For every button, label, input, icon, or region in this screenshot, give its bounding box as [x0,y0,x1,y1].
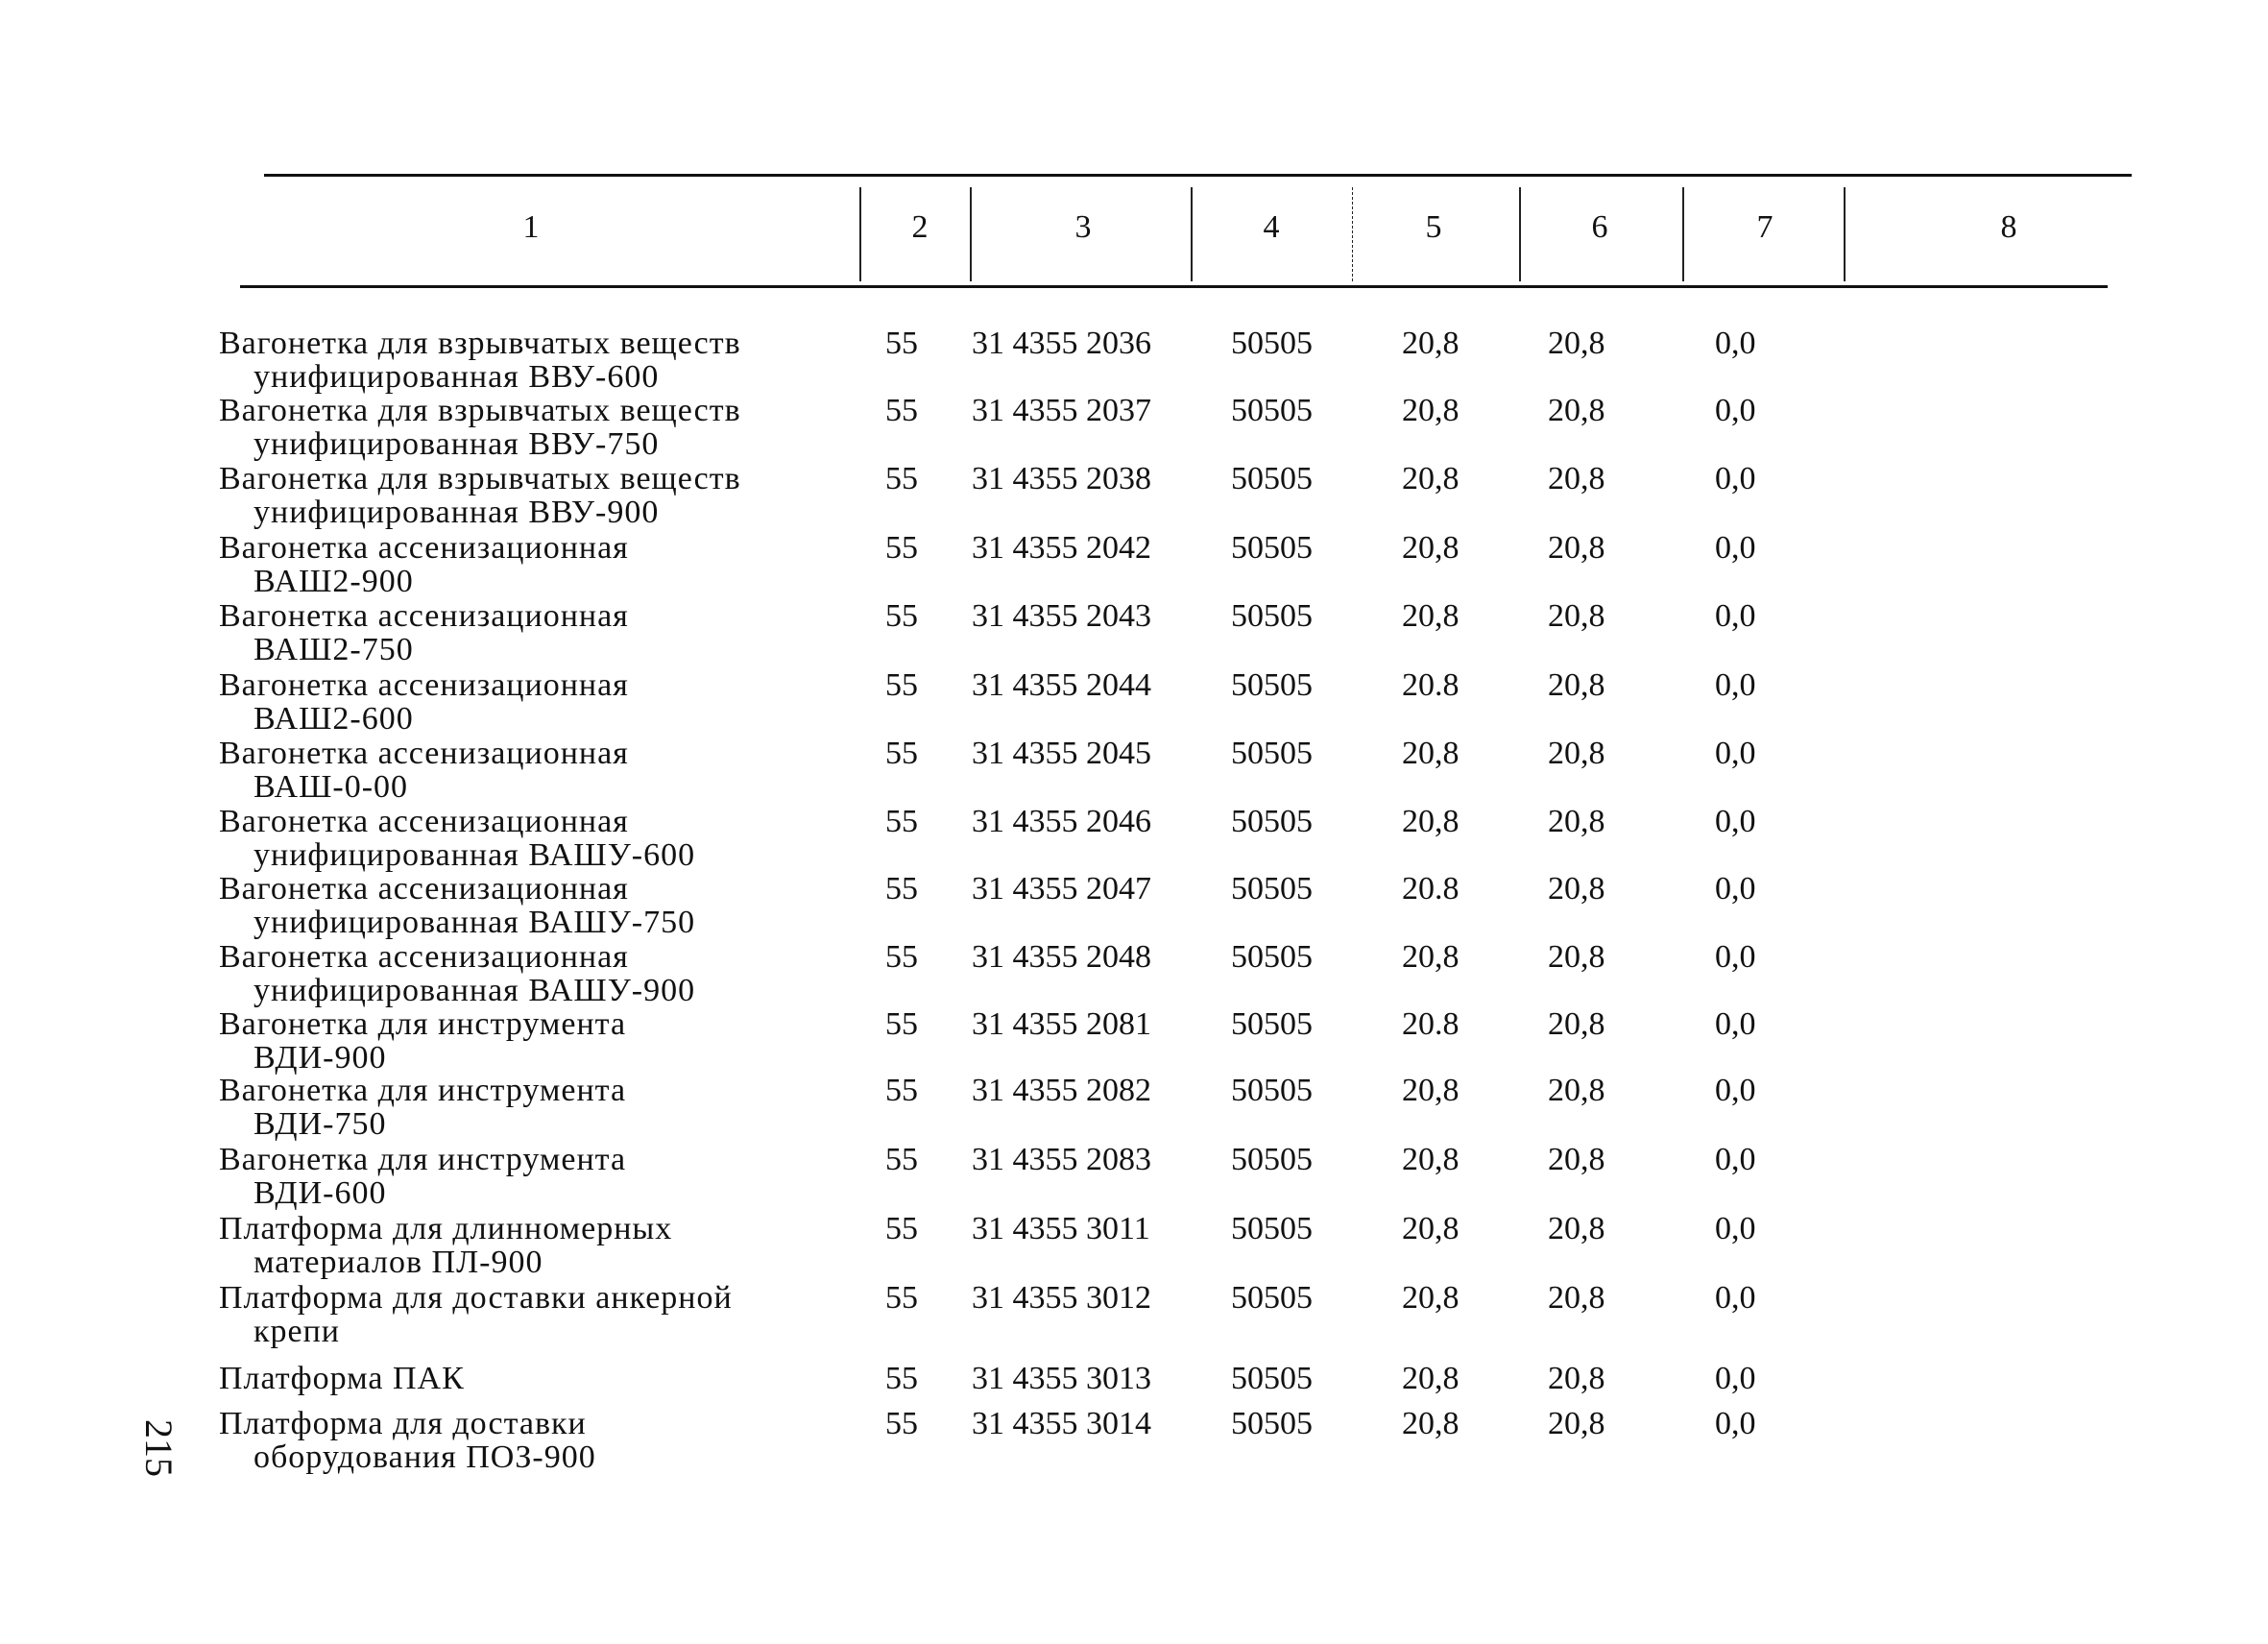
item-name-line-2: ВАШ-0-00 [253,769,409,805]
item-name [219,872,843,939]
cell-c3: 31 4355 2081 [972,1006,1151,1042]
cell-c4: 50505 [1231,804,1313,839]
cell-c5: 20,8 [1402,1406,1460,1441]
item-name-line-2: унифицированная ВВУ-750 [253,426,660,462]
column-header-1: 1 [522,209,540,245]
cell-c7: 0,0 [1715,326,1756,361]
cell-c3: 31 4355 2038 [972,461,1151,496]
table-row [0,1407,2268,1474]
table-row [0,1074,2268,1141]
table-row [0,940,2268,1007]
table-row [0,1281,2268,1348]
cell-c2: 55 [885,736,918,771]
cell-c6: 20,8 [1548,804,1605,839]
item-name-line-1: Вагонетка для инструмента [219,1142,627,1177]
cell-c2: 55 [885,871,918,907]
page-number: 215 [137,1419,181,1477]
cell-c3: 31 4355 2037 [972,393,1151,428]
cell-c6: 20,8 [1548,667,1605,703]
cell-c6: 20,8 [1548,326,1605,361]
cell-c4: 50505 [1231,530,1313,566]
item-name-line-1: Вагонетка для взрывчатых веществ [219,461,741,496]
table-row [0,531,2268,598]
item-name-line-1: Вагонетка для взрывчатых веществ [219,393,741,428]
table-row [0,599,2268,666]
cell-c4: 50505 [1231,1211,1313,1246]
cell-c6: 20,8 [1548,871,1605,907]
cell-c3: 31 4355 2044 [972,667,1151,703]
item-name [219,1007,843,1075]
item-name-line-2: унифицированная ВВУ-600 [253,359,660,395]
cell-c7: 0,0 [1715,1142,1756,1177]
item-name-line-1: Платформа для длинномерных [219,1211,673,1246]
column-header-8: 8 [2000,209,2017,245]
header-separator [859,187,861,281]
cell-c4: 50505 [1231,1361,1313,1396]
cell-c7: 0,0 [1715,667,1756,703]
item-name-line-2: материалов ПЛ-900 [253,1245,543,1280]
table-row [0,1007,2268,1075]
cell-c2: 55 [885,939,918,975]
cell-c3: 31 4355 2042 [972,530,1151,566]
cell-c2: 55 [885,804,918,839]
cell-c3: 31 4355 3012 [972,1280,1151,1316]
item-name [219,1143,843,1210]
cell-c7: 0,0 [1715,530,1756,566]
cell-c4: 50505 [1231,939,1313,975]
cell-c5: 20.8 [1402,1006,1460,1042]
cell-c6: 20,8 [1548,736,1605,771]
item-name [219,1212,843,1279]
cell-c7: 0,0 [1715,461,1756,496]
item-name [219,394,843,461]
cell-c5: 20,8 [1402,393,1460,428]
cell-c3: 31 4355 3014 [972,1406,1151,1441]
cell-c6: 20,8 [1548,1361,1605,1396]
cell-c5: 20,8 [1402,939,1460,975]
cell-c4: 50505 [1231,598,1313,634]
table-row [0,326,2268,394]
cell-c5: 20,8 [1402,1280,1460,1316]
cell-c4: 50505 [1231,871,1313,907]
cell-c6: 20,8 [1548,1142,1605,1177]
cell-c6: 20,8 [1548,1211,1605,1246]
cell-c7: 0,0 [1715,1211,1756,1246]
item-name-line-2: унифицированная ВВУ-900 [253,495,660,530]
item-name [219,668,843,736]
cell-c2: 55 [885,1211,918,1246]
item-name-line-2: унифицированная ВАШУ-900 [253,973,696,1008]
cell-c5: 20,8 [1402,736,1460,771]
cell-c5: 20,8 [1402,1073,1460,1108]
cell-c4: 50505 [1231,1006,1313,1042]
column-header-4: 4 [1263,209,1280,245]
item-name-line-1: Вагонетка ассенизационная [219,598,629,634]
item-name-line-1: Платформа для доставки [219,1406,587,1441]
cell-c5: 20,8 [1402,1361,1460,1396]
table-row [0,1143,2268,1210]
cell-c2: 55 [885,393,918,428]
cell-c6: 20,8 [1548,1006,1605,1042]
item-name [219,462,843,529]
cell-c7: 0,0 [1715,1361,1756,1396]
item-name-line-2: ВДИ-600 [253,1175,387,1211]
cell-c7: 0,0 [1715,393,1756,428]
cell-c3: 31 4355 2046 [972,804,1151,839]
cell-c6: 20,8 [1548,1073,1605,1108]
cell-c7: 0,0 [1715,939,1756,975]
column-header-3: 3 [1074,209,1092,245]
cell-c4: 50505 [1231,736,1313,771]
item-name-line-2: ВАШ2-750 [253,632,414,667]
item-name-line-1: Вагонетка ассенизационная [219,939,629,975]
cell-c4: 50505 [1231,1280,1313,1316]
cell-c2: 55 [885,1406,918,1441]
item-name-line-1: Вагонетка ассенизационная [219,804,629,839]
cell-c6: 20,8 [1548,1406,1605,1441]
table-row [0,394,2268,461]
header-separator [970,187,972,281]
item-name-line-2: унифицированная ВАШУ-600 [253,837,696,873]
cell-c3: 31 4355 3011 [972,1211,1150,1246]
cell-c6: 20,8 [1548,393,1605,428]
cell-c4: 50505 [1231,326,1313,361]
cell-c5: 20.8 [1402,667,1460,703]
cell-c7: 0,0 [1715,804,1756,839]
cell-c3: 31 4355 2043 [972,598,1151,634]
cell-c2: 55 [885,530,918,566]
item-name-line-1: Платформа для доставки анкерной [219,1280,733,1316]
item-name-line-2: крепи [253,1314,340,1349]
item-name-line-1: Вагонетка ассенизационная [219,667,629,703]
cell-c7: 0,0 [1715,1280,1756,1316]
cell-c3: 31 4355 2048 [972,939,1151,975]
cell-c4: 50505 [1231,1142,1313,1177]
item-name [219,326,843,394]
header-separator [1519,187,1521,281]
header-separator [1191,187,1193,281]
table-row [0,872,2268,939]
cell-c2: 55 [885,1361,918,1396]
cell-c7: 0,0 [1715,598,1756,634]
item-name-line-2: унифицированная ВАШУ-750 [253,905,696,940]
cell-c5: 20,8 [1402,804,1460,839]
item-name [219,1407,843,1474]
item-name-line-2: ВАШ2-600 [253,701,414,737]
cell-c6: 20,8 [1548,1280,1605,1316]
item-name-line-1: Вагонетка для инструмента [219,1006,627,1042]
column-header-7: 7 [1756,209,1773,245]
item-name [219,599,843,666]
cell-c4: 50505 [1231,393,1313,428]
cell-c2: 55 [885,667,918,703]
cell-c6: 20,8 [1548,530,1605,566]
header-separator [1352,187,1355,281]
cell-c6: 20,8 [1548,461,1605,496]
cell-c3: 31 4355 2045 [972,736,1151,771]
cell-c2: 55 [885,1142,918,1177]
item-name-line-1: Вагонетка для взрывчатых веществ [219,326,741,361]
item-name [219,1074,843,1141]
table-row [0,1212,2268,1279]
table-row [0,668,2268,736]
cell-c3: 31 4355 2047 [972,871,1151,907]
cell-c5: 20,8 [1402,530,1460,566]
item-name-line-1: Вагонетка ассенизационная [219,530,629,566]
cell-c5: 20,8 [1402,1211,1460,1246]
cell-c3: 31 4355 2082 [972,1073,1151,1108]
cell-c7: 0,0 [1715,1006,1756,1042]
cell-c2: 55 [885,1073,918,1108]
cell-c5: 20.8 [1402,871,1460,907]
cell-c6: 20,8 [1548,598,1605,634]
item-name [219,805,843,872]
cell-c5: 20,8 [1402,461,1460,496]
cell-c5: 20,8 [1402,1142,1460,1177]
item-name [219,1281,843,1348]
item-name-line-1: Вагонетка ассенизационная [219,871,629,907]
header-top-rule [264,174,2132,177]
cell-c7: 0,0 [1715,871,1756,907]
cell-c7: 0,0 [1715,1406,1756,1441]
item-name-line-2: ВДИ-900 [253,1040,387,1076]
cell-c3: 31 4355 3013 [972,1361,1151,1396]
cell-c2: 55 [885,1006,918,1042]
cell-c4: 50505 [1231,667,1313,703]
cell-c3: 31 4355 2036 [972,326,1151,361]
item-name [219,1362,843,1395]
item-name [219,531,843,598]
header-bottom-rule [240,285,2108,288]
cell-c2: 55 [885,1280,918,1316]
table-row [0,805,2268,872]
cell-c2: 55 [885,326,918,361]
cell-c5: 20,8 [1402,326,1460,361]
item-name [219,737,843,804]
cell-c2: 55 [885,598,918,634]
cell-c3: 31 4355 2083 [972,1142,1151,1177]
cell-c4: 50505 [1231,461,1313,496]
cell-c4: 50505 [1231,1073,1313,1108]
item-name-line-2: ВДИ-750 [253,1106,387,1142]
cell-c7: 0,0 [1715,736,1756,771]
item-name-line-2: ВАШ2-900 [253,564,414,599]
item-name-line-1: Вагонетка ассенизационная [219,736,629,771]
table-row [0,737,2268,804]
header-separator [1844,187,1846,281]
item-name-line-1: Вагонетка для инструмента [219,1073,627,1108]
cell-c4: 50505 [1231,1406,1313,1441]
cell-c7: 0,0 [1715,1073,1756,1108]
cell-c2: 55 [885,461,918,496]
table-row [0,462,2268,529]
column-header-2: 2 [911,209,929,245]
item-name [219,940,843,1007]
column-header-5: 5 [1425,209,1442,245]
header-separator [1682,187,1684,281]
item-name-line-2: оборудования ПОЗ-900 [253,1439,596,1475]
cell-c6: 20,8 [1548,939,1605,975]
cell-c5: 20,8 [1402,598,1460,634]
item-name-line-1: Платформа ПАК [219,1361,465,1396]
column-header-6: 6 [1591,209,1608,245]
